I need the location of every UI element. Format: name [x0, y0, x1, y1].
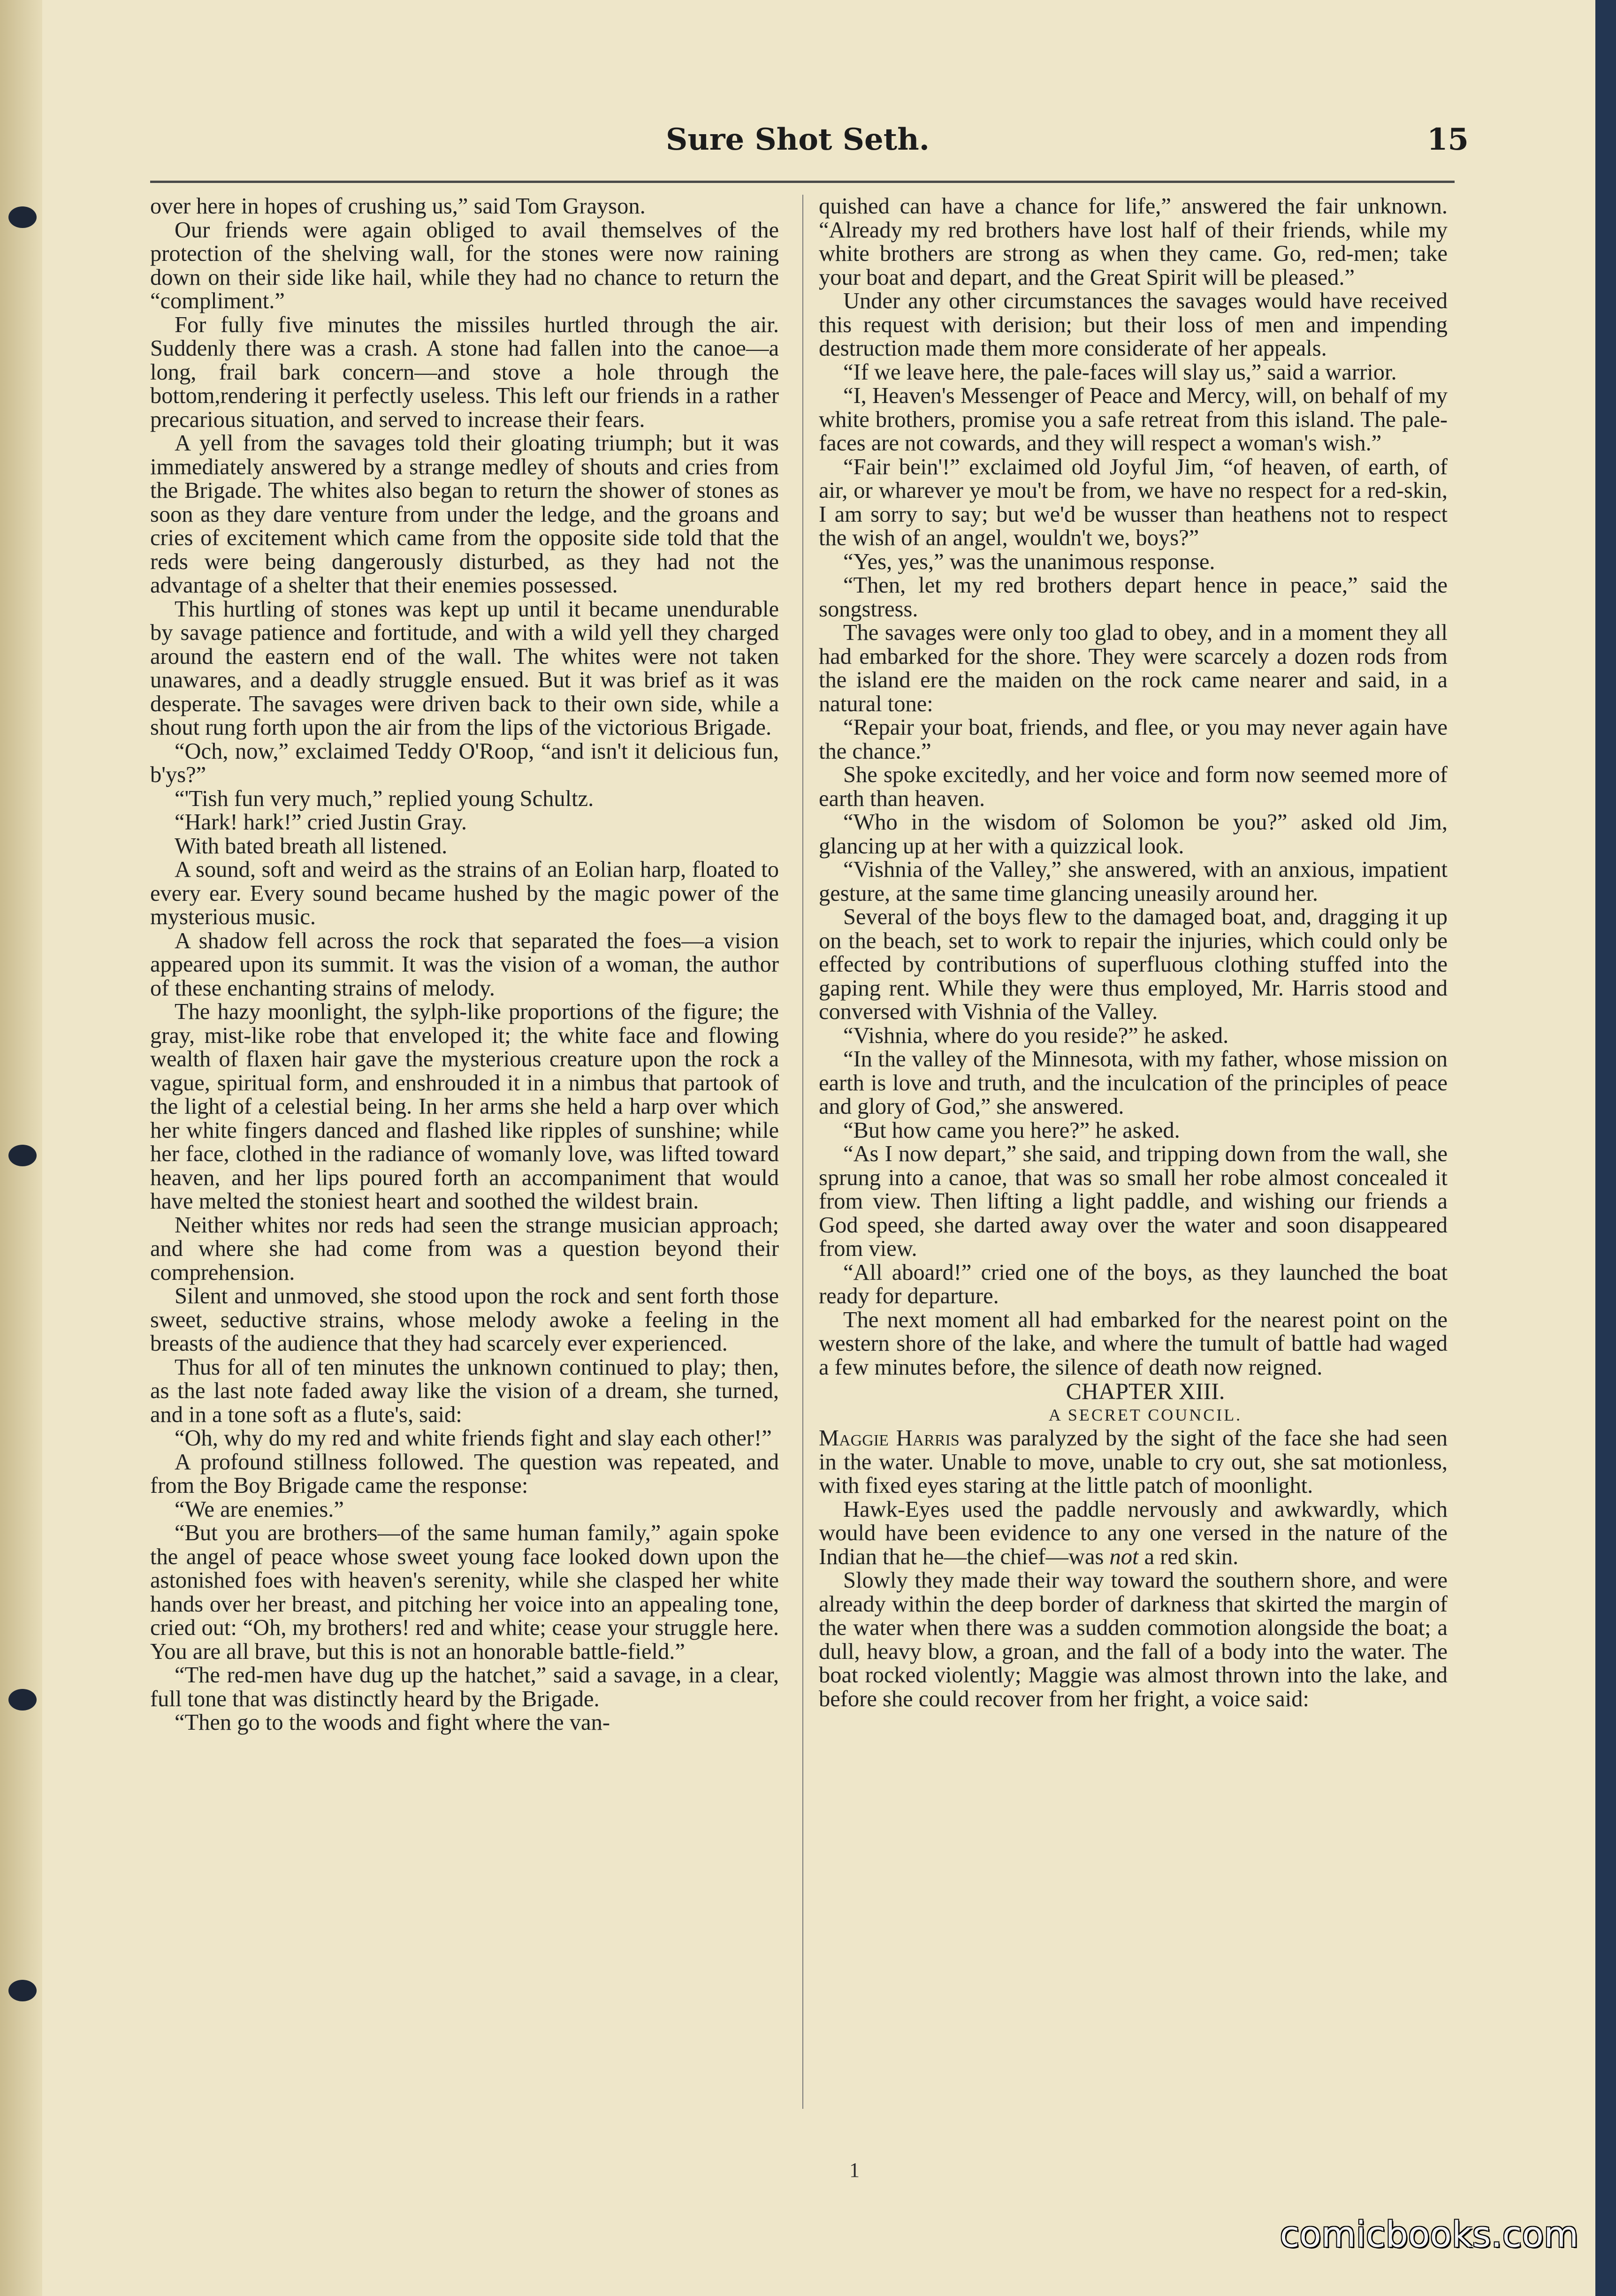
page-number: 15: [1426, 122, 1469, 157]
paragraph: Our friends were again obliged to avail themselves of the protection of the shelving wall, for the stones were now raining down on their side like hail, while they had no chance to return the “compliment.”: [150, 217, 779, 313]
running-head: [117, 113, 1478, 178]
paragraph: A yell from the savages told their gloating triumph; but it was immediately answered by a strange medley of shouts and cries from the Brigade. The whites also began to return the shower of stones as soon as they dare venture from under the ledge, and the groans and cries of excitement which came from the opposite side told that the reds were being dangerously disturbed, as they had not the advantage of a shelter that their enemies possessed.: [150, 431, 779, 598]
paragraph: “Then, let my red brothers depart hence in peace,” said the songstress.: [819, 573, 1448, 622]
paragraph: A sound, soft and weird as the strains of an Eolian harp, floated to every ear. Every sound became hushed by the magic power of the mysterious music.: [150, 857, 779, 929]
lead-text: was paralyzed by the sight of the face she had seen in the water. Unable to move, unable to cry out, she sat motionless, with fixed eyes staring at the little patch of moonlight.: [819, 1426, 1448, 1498]
paragraph: “Vishnia, where do you reside?” he asked.: [843, 1023, 1229, 1048]
paragraph: A shadow fell across the rock that separated the foes—a vision appeared upon its summit. It was the vision of a woman, the author of these enchanting strains of melody.: [150, 928, 779, 1001]
binding-hole: [8, 1689, 37, 1711]
paragraph: She spoke excitedly, and her voice and form now seemed more of earth than heaven.: [819, 762, 1448, 811]
paragraph: This hurtling of stones was kept up until it became unendurable by savage patience and fortitude, and with a wild yell they charged around the eastern end of the wall. The whites were not taken unawares, and a deadly struggle ensued. But it was brief as it was desperate. The savages were driven back to their own side, while a shout rung forth upon the air from the lips of the victorious Brigade.: [150, 596, 779, 740]
paragraph: “But you are brothers—of the same human family,” again spoke the angel of peace whose sweet young face looked down upon the astonished foes with heaven's serenity, while she clasped her white hands over her breast, and pitching her voice into an appealing tone, cried out: “Oh, my brothers! red and white; cease your struggle here. You are all brave, but this is not an honorable battle-field.”: [150, 1521, 779, 1664]
lead-name: Maggie Harris: [819, 1426, 960, 1451]
page-binding-edge: [0, 0, 42, 2296]
paragraph: [819, 1498, 1448, 1569]
paragraph: over here in hopes of crushing us,” said Tom Grayson.: [150, 195, 646, 219]
folio-mark: 1: [849, 2159, 860, 2182]
paragraph: “Fair bein'!” exclaimed old Joyful Jim, “of heaven, of earth, of air, or wharever ye mou't be from, we have no respect for a red-skin, I am sorry to say; but we'd be wusser than heathens not to respect the wish of an angel, wouldn't we, boys?”: [819, 454, 1448, 550]
paragraph: “I, Heaven's Messenger of Peace and Mercy, will, on behalf of my white brothers, promise you a safe retreat from this island. The pale-faces are not cowards, and they will respect a woman's wish.”: [819, 383, 1448, 456]
binding-hole: [8, 1980, 37, 2001]
paragraph: A profound stillness followed. The question was repeated, and from the Boy Brigade came the response:: [150, 1449, 779, 1498]
paragraph: “'Tish fun very much,” replied young Schultz.: [175, 786, 594, 811]
paragraph: Under any other circumstances the savages would have received this request with derision; but their loss of men and impending destruction made them more considerate of her appeals.: [819, 289, 1448, 361]
chapter-heading: CHAPTER XIII.: [1066, 1378, 1225, 1404]
paragraph: Silent and unmoved, she stood upon the rock and sent forth those sweet, seductive strains, whose melody awoke a feeling in the breasts of the audience that they had scarcely ever experienced.: [150, 1284, 779, 1356]
paragraph: For fully five minutes the missiles hurtled through the air. Suddenly there was a crash. A stone had fallen into the canoe—a long, frail bark concern—and stove a hole through the bottom,rendering it perfectly useless. This left our friends in a rather precarious situation, and served to increase their fears.: [150, 312, 779, 432]
paragraph: “All aboard!” cried one of the boys, as they launched the boat ready for departure.: [819, 1260, 1448, 1308]
paragraph: Several of the boys flew to the damaged boat, and, dragging it up on the beach, set to work to repair the injuries, which could only be effected by contributions of superfluous clothing stuffed into the gaping rent. While they were thus employed, Mr. Harris stood and conversed with Vishnia of the Valley.: [819, 905, 1448, 1024]
binding-hole: [8, 206, 37, 228]
header-rule: [150, 181, 1455, 183]
paragraph: “As I now depart,” she said, and tripping down from the wall, she sprung into a canoe, that was so small her robe almost concealed it from view. Then lifting a light paddle, and wishing our friends a God speed, she darted away over the water and soon disappeared from view.: [819, 1141, 1448, 1261]
paragraph: “Yes, yes,” was the unanimous response.: [843, 549, 1215, 574]
right-column: [819, 195, 1448, 2118]
paragraph: Neither whites nor reds had seen the strange musician approach; and where she had come from was a question beyond their comprehension.: [150, 1212, 779, 1285]
paragraph: “Och, now,” exclaimed Teddy O'Roop, “and isn't it delicious fun, b'ys?”: [150, 738, 779, 787]
paragraph: The hazy moonlight, the sylph-like proportions of the figure; the gray, mist-like robe that enveloped it; the white face and flowing wealth of flaxen hair gave the mysterious creature upon the rock a vague, spiritual form, and enshrouded it in a nimbus that partook of the light of a celestial being. In her arms she held a harp over which her white fingers danced and flashed like ripples of sunshine; while her face, clothed in the radiance of womanly love, was lifted toward heaven, and her lips poured forth an accompaniment that would have melted the stoniest heart and soothed the wildest brain.: [150, 999, 779, 1214]
paragraph: The savages were only too glad to obey, and in a moment they all had embarked for the shore. They were scarcely a dozen rods from the island ere the maiden on the rock came nearer and said, in a natural tone:: [819, 620, 1448, 716]
column-divider: [802, 195, 803, 2109]
paragraph: “We are enemies.”: [175, 1497, 344, 1522]
chapter-subheading: A SECRET COUNCIL.: [1048, 1405, 1242, 1424]
paragraph: “In the valley of the Minnesota, with my father, whose mission on earth is love and truth, and the inculcation of the principles of peace and glory of God,” she answered.: [819, 1047, 1448, 1119]
paragraph-text: a red skin.: [1138, 1544, 1239, 1569]
binding-hole: [8, 1145, 37, 1166]
paragraph: The next moment all had embarked for the nearest point on the western shore of the lake, and where the tumult of battle had waged a few minutes before, the silence of death now reigned.: [819, 1307, 1448, 1380]
paragraph: With bated breath all listened.: [175, 833, 448, 859]
paragraph: Slowly they made their way toward the southern shore, and were already within the deep border of darkness that skirted the margin of the water when there was a sudden commotion alongside the boat; a dull, heavy blow, a groan, and the fall of a body into the water. The boat rocked violently; Maggie was almost thrown into the lake, and before she could recover from her fright, a voice said:: [819, 1568, 1448, 1711]
running-title: Sure Shot Seth.: [665, 122, 930, 157]
paragraph: “The red-men have dug up the hatchet,” said a savage, in a clear, full tone that was distinctly heard by the Brigade.: [150, 1663, 779, 1711]
paragraph: “Who in the wisdom of Solomon be you?” asked old Jim, glancing up at her with a quizzical look.: [819, 810, 1448, 859]
site-watermark: comicbooks.com: [1280, 2213, 1578, 2255]
paragraph: Thus for all of ten minutes the unknown continued to play; then, as the last note faded away like the vision of a dream, she turned, and in a tone soft as a flute's, said:: [150, 1354, 779, 1427]
paragraph: “Hark! hark!” cried Justin Gray.: [175, 810, 467, 835]
paragraph-text: Hawk-Eyes used the paddle nervously and awkwardly, which would have been evidence to any one versed in the nature of the Indian that he—the chief—was: [819, 1497, 1448, 1569]
paragraph: “Then go to the woods and fight where the van-: [175, 1710, 610, 1735]
paragraph: “If we leave here, the pale-faces will slay us,” said a warrior.: [843, 359, 1397, 385]
chapter-opening-paragraph: [819, 1427, 1448, 1498]
paragraph: “Repair your boat, friends, and flee, or you may never again have the chance.”: [819, 715, 1448, 764]
paragraph: “Vishnia of the Valley,” she answered, with an anxious, impatient gesture, at the same time glancing uneasily around her.: [819, 857, 1448, 906]
paragraph: “But how came you here?” he asked.: [843, 1118, 1180, 1143]
left-column: [150, 195, 779, 2118]
paragraph: “Oh, why do my red and white friends fight and slay each other!”: [175, 1426, 772, 1451]
paragraph: quished can have a chance for life,” answered the fair unknown. “Already my red brothers have lost half of their friends, while my white brothers are strong as when they came. Go, red-men; take your boat and depart, and the Great Spirit will be pleased.”: [819, 195, 1448, 290]
emphasis: not: [1109, 1544, 1139, 1569]
